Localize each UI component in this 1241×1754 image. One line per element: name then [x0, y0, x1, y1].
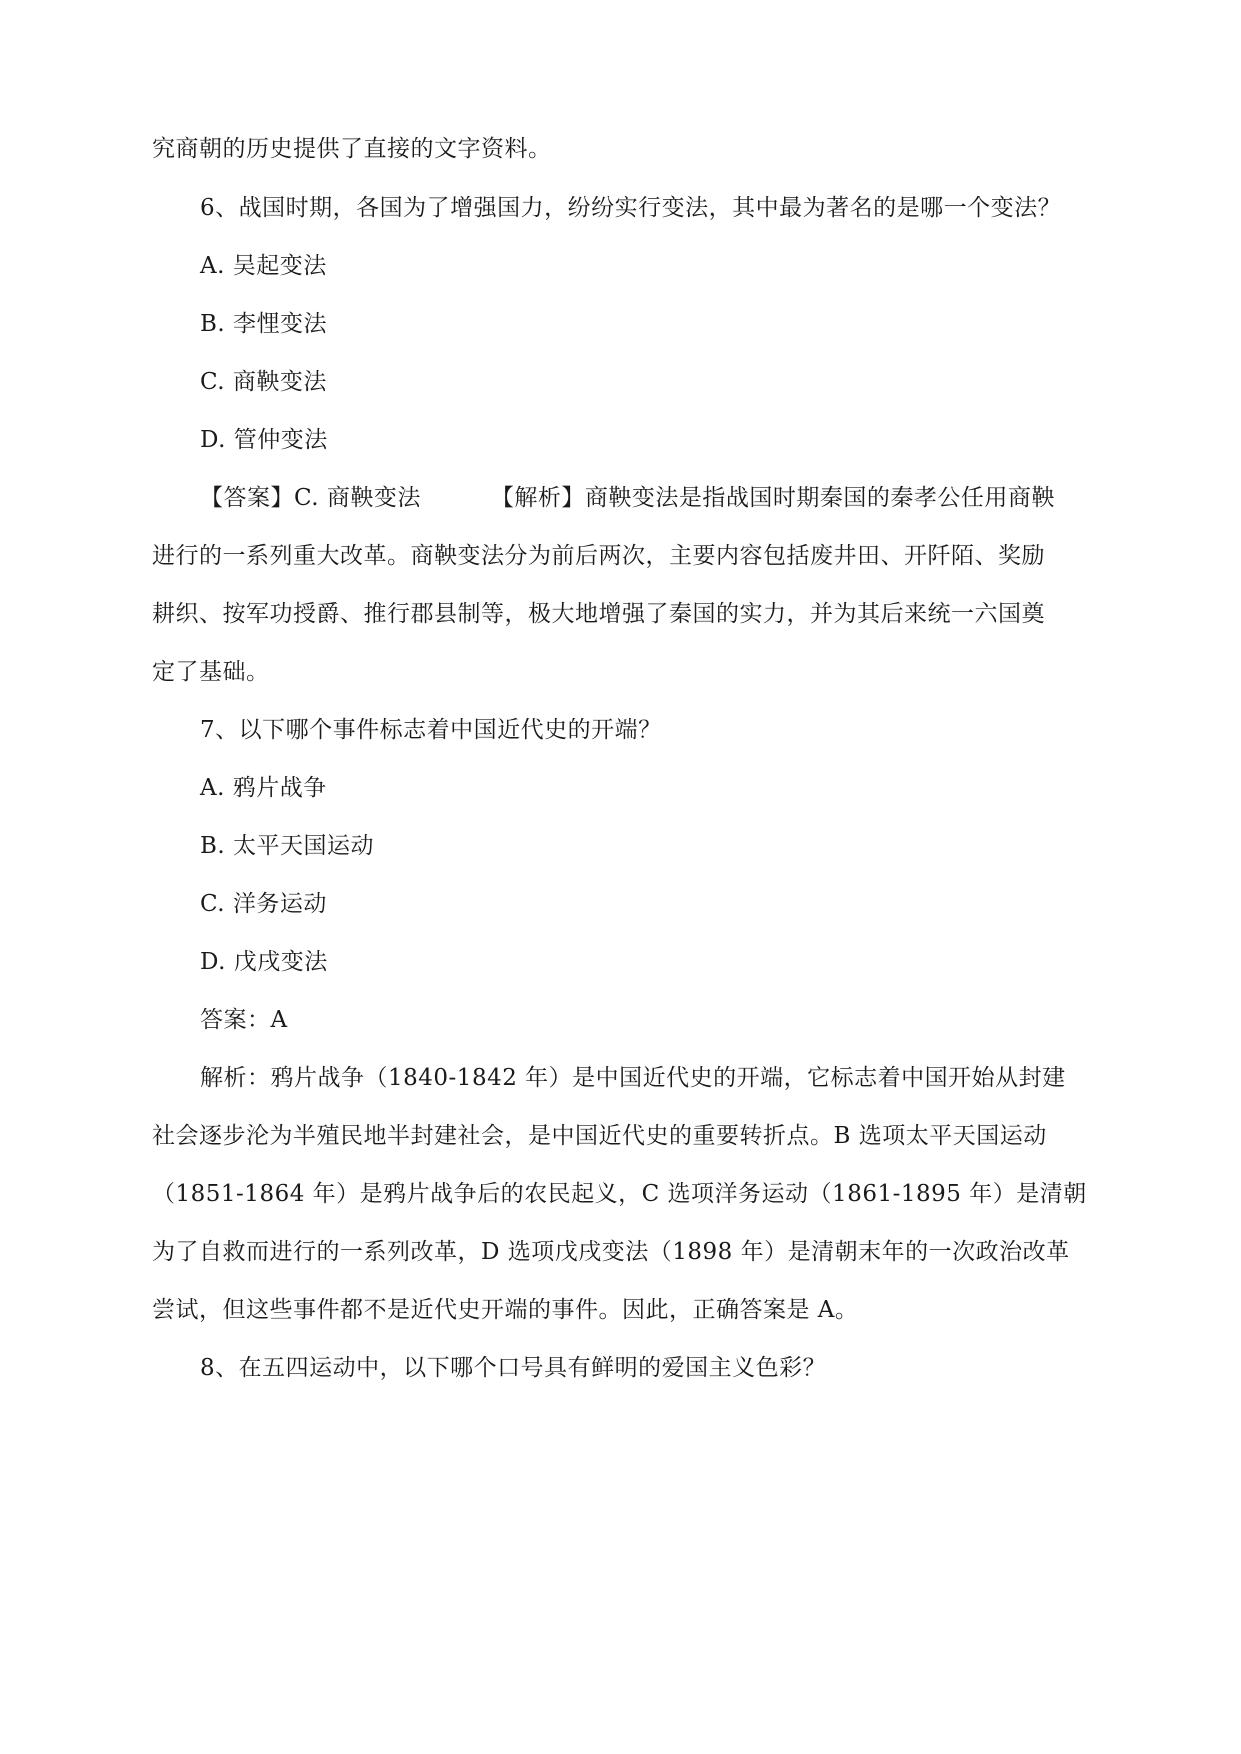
- paragraph-line: 定了基础。: [152, 659, 270, 685]
- paragraph-line: 进行的一系列重大改革。商鞅变法分为前后两次，主要内容包括废井田、开阡陌、奖励: [152, 543, 1045, 569]
- analysis-text: 【解析】商鞅变法是指战国时期秦国的秦孝公任用商鞅: [490, 485, 1055, 511]
- paragraph-line: 尝试，但这些事件都不是近代史开端的事件。因此，正确答案是 A。: [152, 1297, 859, 1323]
- answer-line: [200, 483, 1140, 513]
- option-d: D. 管仲变法: [200, 427, 328, 453]
- option-b: B. 太平天国运动: [200, 833, 375, 859]
- question-6: 6、战国时期，各国为了增强国力，纷纷实行变法，其中最为著名的是哪一个变法？: [200, 195, 1062, 221]
- answer-line: 答案：A: [200, 1007, 288, 1033]
- option-a: A. 吴起变法: [200, 253, 327, 279]
- paragraph-line: 为了自救而进行的一系列改革，D 选项戊戌变法（1898 年）是清朝末年的一次政治改革: [152, 1239, 1070, 1265]
- option-c: C. 洋务运动: [200, 891, 327, 917]
- paragraph-line: 社会逐步沦为半殖民地半封建社会，是中国近代史的重要转折点。B 选项太平天国运动: [152, 1123, 1047, 1149]
- option-b: B. 李悝变法: [200, 311, 328, 337]
- question-8: 8、在五四运动中，以下哪个口号具有鲜明的爱国主义色彩？: [200, 1355, 827, 1381]
- answer-text: 【答案】C. 商鞅变法: [200, 485, 421, 511]
- paragraph-line: 究商朝的历史提供了直接的文字资料。: [152, 136, 552, 162]
- paragraph-line: 耕织、按军功授爵、推行郡县制等，极大地增强了秦国的实力，并为其后来统一六国奠: [152, 601, 1045, 627]
- question-7: 7、以下哪个事件标志着中国近代史的开端？: [200, 717, 662, 743]
- paragraph-line: （1851-1864 年）是鸦片战争后的农民起义，C 选项洋务运动（1861-1895 年）是清朝: [152, 1181, 1087, 1207]
- analysis-line: 解析：鸦片战争（1840-1842 年）是中国近代史的开端，它标志着中国开始从封建: [200, 1065, 1066, 1091]
- option-d: D. 戊戌变法: [200, 949, 328, 975]
- option-a: A. 鸦片战争: [200, 775, 327, 801]
- option-c: C. 商鞅变法: [200, 369, 327, 395]
